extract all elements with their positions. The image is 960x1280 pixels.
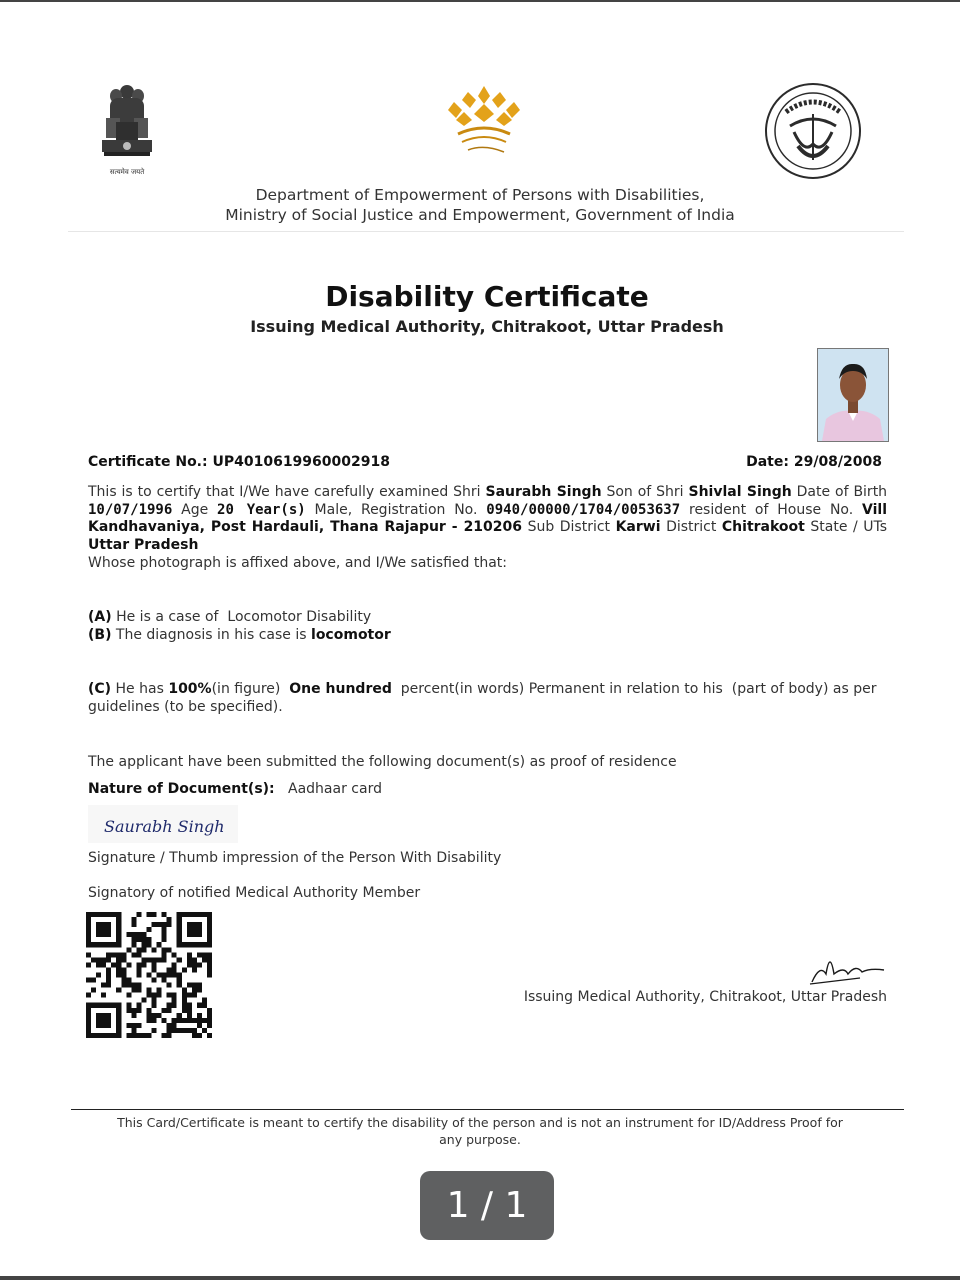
authority-signature: [800, 944, 890, 990]
item-a: [88, 609, 887, 627]
footer-note: This Card/Certificate is meant to certify the disability of the person and is not an instrument for ID/Address Proof for any purpose.: [117, 1115, 843, 1147]
applicant-photo: [817, 348, 889, 442]
applicant-signature-text: Saurabh Singh: [104, 817, 225, 836]
item-a-label: (A): [88, 609, 112, 625]
item-b-text: The diagnosis in his case is: [115, 627, 307, 643]
certificate-number-label: Certificate No.:: [88, 454, 208, 470]
age: 20 Year(s): [217, 501, 306, 518]
certificate-number: [88, 454, 390, 470]
body-text: State / UTs: [810, 519, 888, 535]
page-indicator: 1 / 1: [420, 1171, 554, 1240]
body-text: This is to certify that I/We have carefully examined Shri: [88, 484, 481, 500]
item-a-text: He is a case of: [116, 609, 219, 625]
body-text: Sub District: [527, 519, 611, 535]
documents-label: Nature of Document(s):: [88, 781, 275, 797]
disability-percent-words: One hundred: [289, 681, 392, 697]
item-b-label: (B): [88, 627, 112, 643]
top-border: [0, 0, 960, 2]
district: Chitrakoot: [721, 519, 805, 535]
nature-of-documents: [88, 781, 887, 799]
certificate-number-value: UP4010619960002918: [212, 454, 390, 470]
qr-code: [86, 912, 212, 1038]
header-divider: [68, 231, 904, 232]
applicant-signature: [88, 805, 238, 843]
certificate-subtitle: Issuing Medical Authority, Chitrakoot, Uttar Pradesh: [250, 317, 724, 336]
father-name: Shivlal Singh: [688, 484, 792, 500]
documents-value: Aadhaar card: [288, 781, 382, 797]
item-c-text: He has: [115, 681, 164, 697]
body-text: Male, Registration No.: [314, 501, 478, 518]
department-line-1: Department of Empowerment of Persons with Disabilities,: [255, 186, 705, 204]
item-c-text: (part of body) as per guidelines (to be specified).: [88, 681, 877, 715]
item-c-label: (C): [88, 681, 112, 697]
issuing-authority: Issuing Medical Authority, Chitrakoot, Uttar Pradesh: [523, 989, 887, 1005]
documents-intro: The applicant have been submitted the following document(s) as proof of residence: [88, 754, 677, 770]
bottom-border: [0, 1276, 960, 1280]
disability-percent: 100%: [168, 681, 212, 697]
sub-district: Karwi: [615, 519, 661, 535]
item-b: [88, 627, 887, 645]
swavlamban-logo: [438, 82, 530, 160]
certificate-title: Disability Certificate: [325, 280, 649, 313]
up-government-seal: [764, 82, 862, 180]
item-c-text: percent(in words) Permanent in relation to his: [400, 681, 723, 697]
date-value: 29/08/2008: [793, 454, 882, 470]
body-text: Son of Shri: [606, 484, 684, 500]
registration-number: 0940/00000/1704/0053637: [486, 501, 681, 518]
emblem-motto: सत्यमेव जयते: [109, 168, 145, 176]
item-c-text: (in figure): [211, 681, 281, 697]
body-text: Age: [181, 501, 209, 518]
diagnosis: locomotor: [311, 627, 391, 643]
disability-type: Locomotor Disability: [227, 609, 372, 625]
body-text: resident of House No.: [689, 501, 854, 518]
state: Uttar Pradesh: [88, 536, 199, 553]
body-text: District: [666, 519, 717, 535]
department-line-2: Ministry of Social Justice and Empowerment, Government of India: [225, 206, 735, 224]
person-signature-caption: Signature / Thumb impression of the Person With Disability: [88, 850, 502, 866]
certification-paragraph: [88, 484, 887, 554]
date-of-birth: 10/07/1996: [88, 501, 173, 518]
address: Vill Kandhavaniya, Post Hardauli, Thana Rajapur - 210206: [88, 501, 888, 535]
date-label: Date:: [746, 454, 789, 470]
applicant-name: Saurabh Singh: [485, 484, 602, 500]
certificate-date: [746, 454, 882, 470]
item-c: [88, 681, 887, 716]
national-emblem-logo: [96, 82, 158, 180]
footer-divider: [71, 1109, 904, 1110]
photo-affixed-line: Whose photograph is affixed above, and I/We satisfied that:: [88, 555, 508, 571]
body-text: Date of Birth: [796, 484, 888, 500]
authority-signatory-caption: Signatory of notified Medical Authority Member: [88, 885, 421, 901]
